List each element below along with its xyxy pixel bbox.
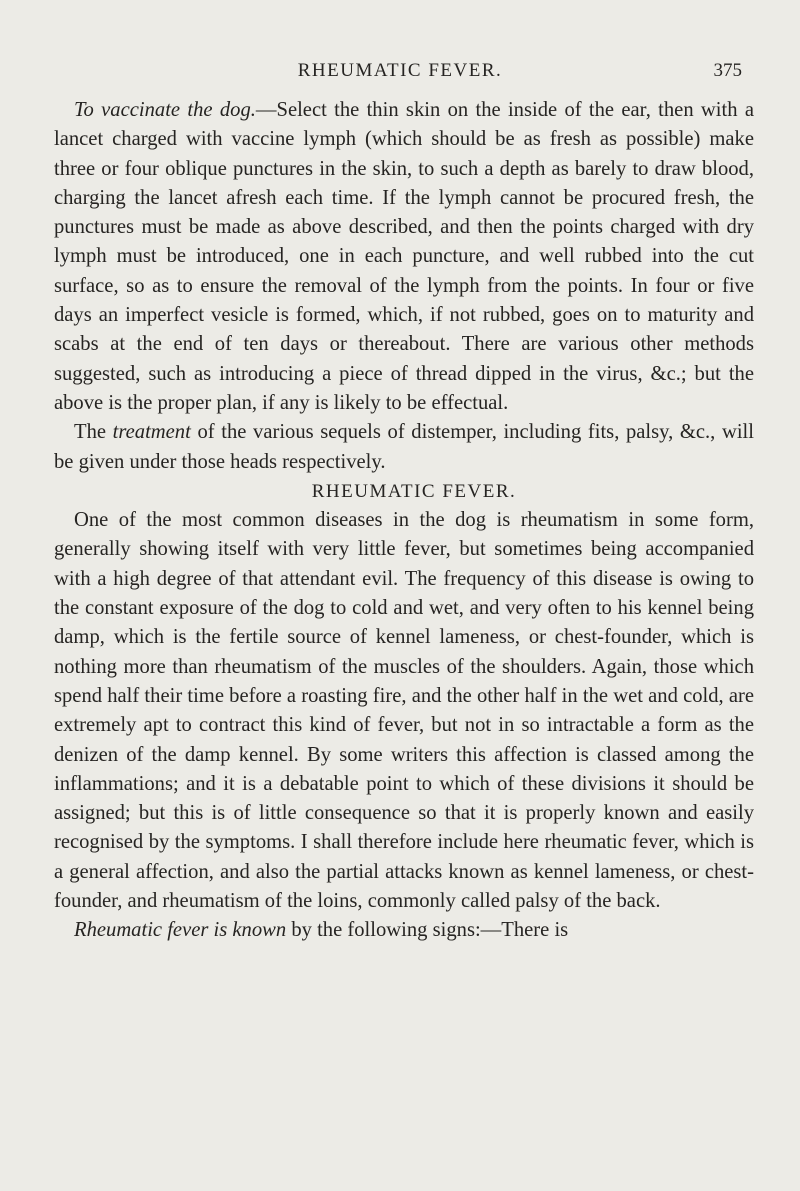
paragraph-rheumatic <box>54 506 754 916</box>
running-head <box>0 60 800 90</box>
page-number: 375 <box>713 60 742 81</box>
paragraph-known <box>54 916 754 945</box>
body-text <box>54 96 754 946</box>
known-emphasis: Rheumatic fever is known <box>74 919 287 942</box>
treatment-emphasis: treatment <box>112 421 191 444</box>
treatment-pre: The <box>74 421 113 444</box>
paragraph-vaccinate <box>54 96 754 418</box>
known-post: by the following signs:—There is <box>286 919 569 942</box>
section-heading: RHEUMATIC FEVER. <box>311 480 517 502</box>
rheumatic-body: One of the most common diseases in the dog is rheumatism in some form, generally showing itself with very little fever, but sometimes being accompanied with a high degree of that attendant evil. The frequency of this disease is owing to the constant exposure of the dog to cold and wet, and very often to his kennel being damp, which is the fertile source of kennel lameness, or chest-founder, which is nothing more than rheumatism of the muscles of the shoulders. Again, those which spend half their time before a roasting fire, and the other half in the wet and cold, are extremely apt to contract this kind of fever, but not in so intractable a form as the denizen of the damp kennel. By some writers this affection is classed among the inflammations; and it is a debatable point to which of these divisions it should be assigned; but this is of little consequence so that it is properly known and easily recognised by the symptoms. I shall therefore include here rheumatic fever, which is a general affection, and also the partial attacks known as kennel lameness, or chest-founder, and rheumatism of the loins, commonly called palsy of the back. <box>54 509 754 913</box>
vaccinate-body: —Select the thin skin on the inside of the ear, then with a lancet charged with vaccine lymph (which should be as fresh as possible) make three or four oblique punctures in the skin, to such a depth as barely to draw blood, charging the lancet afresh each time. If the lymph cannot be procured fresh, the punctures must be made as above described, and then the points charged with dry lymph must be introduced, one in each puncture, and well rubbed into the cut surface, so as to ensure the removal of the lymph from the points. In four or five days an imperfect vesicle is formed, which, if not rubbed, goes on to maturity and scabs at the end of ten days or thereabout. There are various other methods suggested, such as introducing a piece of thread dipped in the virus, &c.; but the above is the proper plan, if any is likely to be effectual. <box>54 99 754 414</box>
paragraph-treatment <box>54 418 754 477</box>
treatment-post: of the various sequels of distemper, including fits, palsy, &c., will be given under those heads respectively. <box>54 421 754 473</box>
vaccinate-lead: To vaccinate the dog. <box>74 99 256 121</box>
running-title: RHEUMATIC FEVER. <box>297 60 503 81</box>
